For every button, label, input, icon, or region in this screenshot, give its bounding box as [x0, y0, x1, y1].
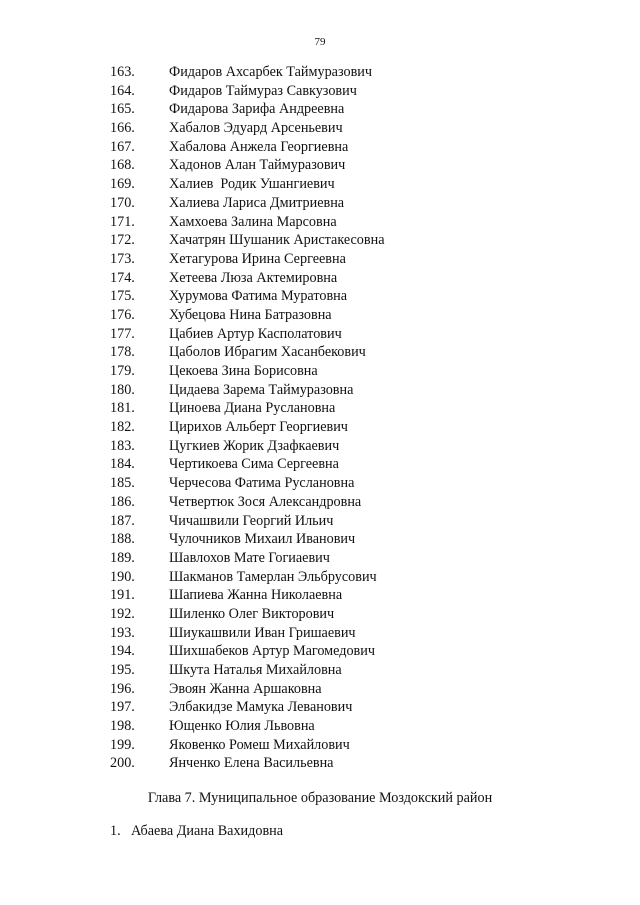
list-item-name: Хамхоева Залина Марсовна: [169, 213, 337, 230]
list-item-number: 180.: [110, 381, 135, 398]
list-item: [0, 661, 640, 680]
list-item: [0, 175, 640, 194]
list-item-name: Шиленко Олег Викторович: [169, 605, 335, 622]
list-item-name: Шиукашвили Иван Гришаевич: [169, 624, 356, 641]
list-item: [0, 306, 640, 325]
list-item-number: 196.: [110, 680, 135, 697]
list-item: [0, 82, 640, 101]
list-item-name: Шакманов Тамерлан Эльбрусович: [169, 568, 377, 585]
list-item-number: 170.: [110, 194, 135, 211]
list-item-name: Четвертюк Зося Александровна: [169, 493, 362, 510]
list-item-number: 191.: [110, 587, 135, 604]
list-item-name: Цекоева Зина Борисовна: [169, 363, 318, 379]
list-item: [0, 474, 640, 493]
list-item: [0, 512, 640, 531]
list-item-name: Ющенко Юлия Львовна: [169, 718, 315, 735]
list-item: [0, 287, 640, 306]
list-item-number: 185.: [110, 475, 135, 492]
list-item-name: Чулочников Михаил Иванович: [169, 531, 356, 548]
list-item-number: 164.: [110, 82, 135, 99]
list-item-name: Цаболов Ибрагим Хасанбекович: [169, 344, 366, 361]
list-item: [0, 418, 640, 437]
list-item: [0, 568, 640, 587]
list-item: [0, 736, 640, 755]
list-item-number: 176.: [110, 306, 135, 323]
list-item-number: 181.: [110, 400, 135, 417]
list-item-name: Фидаров Ахсарбек Таймуразович: [169, 64, 373, 80]
list-item-name: Хубецова Нина Батразовна: [169, 306, 332, 323]
list-item-number: 173.: [110, 250, 135, 267]
list-item-name: Шапиева Жанна Николаевна: [169, 587, 343, 604]
list-item-number: 195.: [110, 662, 135, 678]
list-item-name: Фидарова Зарифа Андреевна: [169, 101, 345, 118]
list-item-number: 192.: [110, 605, 135, 622]
list-item-number: 177.: [110, 325, 135, 342]
list-item: [0, 231, 640, 250]
list-item: [0, 362, 640, 381]
list-item-name: Хабалов Эдуард Арсеньевич: [169, 120, 343, 137]
list-item: [0, 381, 640, 400]
list-item: [0, 605, 640, 624]
list-item-number: 190.: [110, 568, 135, 585]
list-item: [0, 624, 640, 643]
list-item-name: Цирихов Альберт Георгиевич: [169, 419, 348, 436]
list-item: [0, 119, 640, 138]
list-item-number: 165.: [110, 101, 135, 118]
list-item: [0, 455, 640, 474]
list-item-name: Цидаева Зарема Таймуразовна: [169, 381, 354, 398]
list-item-name: Халиева Лариса Дмитриевна: [169, 194, 345, 211]
list-item-name: Хетагурова Ирина Сергеевна: [169, 250, 346, 267]
list-item-number: 197.: [110, 699, 135, 716]
list-item-name: Цабиев Артур Касполатович: [169, 325, 342, 342]
list-item-number: 183.: [110, 437, 135, 454]
list-item: [0, 325, 640, 344]
list-item-name: Янченко Елена Васильевна: [169, 755, 334, 772]
list-item-name: Халиев Родик Ушангиевич: [169, 176, 335, 193]
list-item-number: 178.: [110, 344, 135, 361]
list-item-name: Циноева Диана Руслановна: [169, 400, 336, 417]
list-item-number: 189.: [110, 549, 135, 566]
list-item-number: 166.: [110, 120, 135, 137]
list-item-number: 169.: [110, 176, 135, 193]
list-item-number: 172.: [110, 232, 135, 249]
list-item-name: Хабалова Анжела Георгиевна: [169, 138, 349, 155]
list-item: [0, 138, 640, 157]
list-item-name: Цугкиев Жорик Дзафкаевич: [169, 437, 340, 454]
list-item-number: 194.: [110, 643, 135, 660]
page-number: 79: [314, 36, 326, 48]
list-item-number: 198.: [110, 718, 135, 735]
list-item-name: Хурумова Фатима Муратовна: [169, 288, 348, 305]
list-item-number: 175.: [110, 288, 135, 305]
list-item-name: Яковенко Ромеш Михайлович: [169, 736, 350, 753]
list-item-name: Чичашвили Георгий Ильич: [169, 512, 334, 529]
list-item-name: Шкута Наталья Михайловна: [169, 662, 342, 678]
list-item-number: 179.: [110, 363, 135, 379]
list-item: [0, 530, 640, 549]
list-item: [0, 698, 640, 717]
chapter-heading: Глава 7. Муниципальное образование Моздокский район: [147, 790, 493, 806]
list-item-number: 193.: [110, 624, 135, 641]
chapter-list-item-name: Абаева Диана Вахидовна: [131, 823, 284, 839]
list-item: [0, 213, 640, 232]
list-item-name: Черчесова Фатима Руслановна: [169, 475, 355, 492]
list-item-number: 187.: [110, 512, 135, 529]
chapter-list-item: [0, 821, 640, 841]
list-item: [0, 100, 640, 119]
list-item: [0, 493, 640, 512]
list-item-number: 199.: [110, 736, 135, 753]
list-item: [0, 754, 640, 773]
list-item: [0, 586, 640, 605]
list-item-number: 163.: [110, 64, 135, 80]
list-item-number: 167.: [110, 138, 135, 155]
list-item-number: 188.: [110, 531, 135, 548]
list-item-number: 174.: [110, 269, 135, 286]
name-list: [0, 63, 640, 773]
list-item-name: Хадонов Алан Таймуразович: [169, 157, 346, 174]
list-item-name: Шихшабеков Артур Магомедович: [169, 643, 375, 660]
list-item-number: 186.: [110, 493, 135, 510]
list-item: [0, 642, 640, 661]
list-item: [0, 399, 640, 418]
list-item-number: 168.: [110, 157, 135, 174]
list-item: [0, 549, 640, 568]
list-item: [0, 63, 640, 82]
list-item-name: Хетеева Люза Актемировна: [169, 269, 338, 286]
list-item-name: Чертикоева Сима Сергеевна: [169, 456, 339, 473]
list-item: [0, 269, 640, 288]
list-item: [0, 717, 640, 736]
list-item: [0, 680, 640, 699]
list-item-name: Эвоян Жанна Аршаковна: [169, 680, 322, 697]
list-item: [0, 194, 640, 213]
chapter-list-item-number: 1.: [110, 823, 121, 839]
list-item-number: 200.: [110, 755, 135, 772]
list-item-name: Фидаров Таймураз Савкузович: [169, 82, 357, 99]
list-item-name: Шавлохов Мате Гогиаевич: [169, 549, 330, 566]
list-item-name: Элбакидзе Мамука Леванович: [169, 699, 353, 716]
list-item-number: 184.: [110, 456, 135, 473]
list-item-number: 182.: [110, 419, 135, 436]
list-item: [0, 250, 640, 269]
list-item: [0, 343, 640, 362]
list-item: [0, 437, 640, 456]
list-item: [0, 156, 640, 175]
list-item-name: Хачатрян Шушаник Аристакесовна: [169, 232, 385, 249]
list-item-number: 171.: [110, 213, 135, 230]
